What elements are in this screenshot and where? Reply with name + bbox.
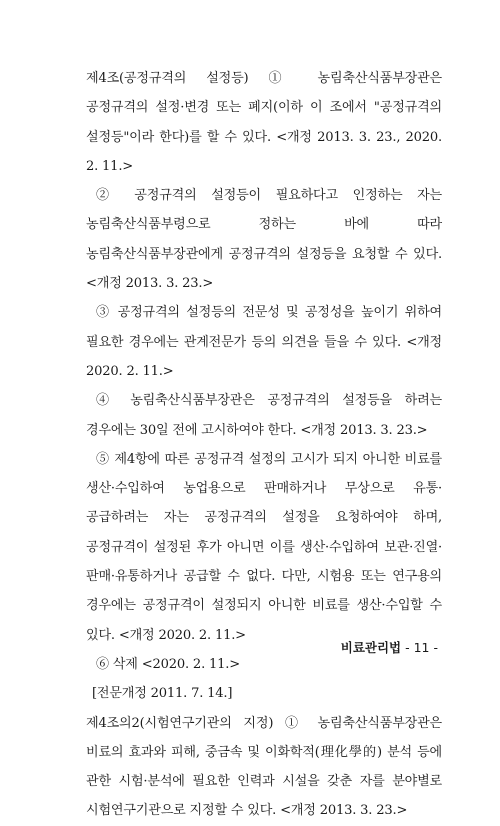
- page-number: - 11 -: [405, 640, 438, 655]
- footer-law-title: 비료관리법: [340, 640, 402, 655]
- paragraph-art4-4: ④ 농림축산식품부장관은 공정규격의 설정등을 하려는 경우에는 30일 전에 고시하여야 한다. <개정 2013. 3. 23.>: [86, 393, 442, 438]
- paragraph-art4-2: ② 공정규격의 설정등이 필요하다고 인정하는 자는 농림축산식품부령으로 정하는 바에 따라 농림축산식품부장관에게 공정규격의 설정등을 요청할 수 있다. <개정 2013. 3. 23.>: [86, 188, 442, 292]
- paragraph-art4-2-1: 제4조의2(시험연구기관의 지정) ① 농림축산식품부장관은 비료의 효과와 피해, 중금속 및 이화학적(理化學的) 분석 등에 관한 시험·분석에 필요한 인력과 시설을 갖춘 자를 분야별로 시험연구기관으로 지정할 수 있다. <개정 2013. 3. 23.>: [86, 715, 442, 819]
- document-body: [86, 64, 442, 826]
- paragraph-art4-note: [전문개정 2011. 7. 14.]: [92, 686, 233, 702]
- paragraph-art4-6: ⑥ 삭제 <2020. 2. 11.>: [96, 656, 240, 672]
- paragraph-art4-3: ③ 공정규격의 설정등의 전문성 및 공정성을 높이기 위하여 필요한 경우에는 관계전문가 등의 의견을 들을 수 있다. <개정 2020. 2. 11.>: [86, 305, 442, 379]
- paragraph-art4-5: ⑤ 제4항에 따른 공정규격 설정의 고시가 되지 아니한 비료를 생산·수입하여 농업용으로 판매하거나 무상으로 유통·공급하려는 자는 공정규격의 설정을 요청하여야 하며, 공정규격이 설정된 후가 아니면 이를 생산·수입하여 보관·진열·판매·유통하거나 공급할 수 없다. 다만, 시험용 또는 연구용의 경우에는 공정규격이 설정되지 아니한 비료를 생산·수입할 수 있다. <개정 2020. 2. 11.>: [86, 451, 442, 643]
- paragraph-art4-1: 제4조(공정규격의 설정등) ① 농림축산식품부장관은 공정규격의 설정·변경 또는 폐지(이하 이 조에서 "공정규격의 설정등"이라 한다)를 할 수 있다. <개정 2013. 3. 23., 2020. 2. 11.>: [86, 71, 442, 174]
- page-footer: [341, 638, 438, 656]
